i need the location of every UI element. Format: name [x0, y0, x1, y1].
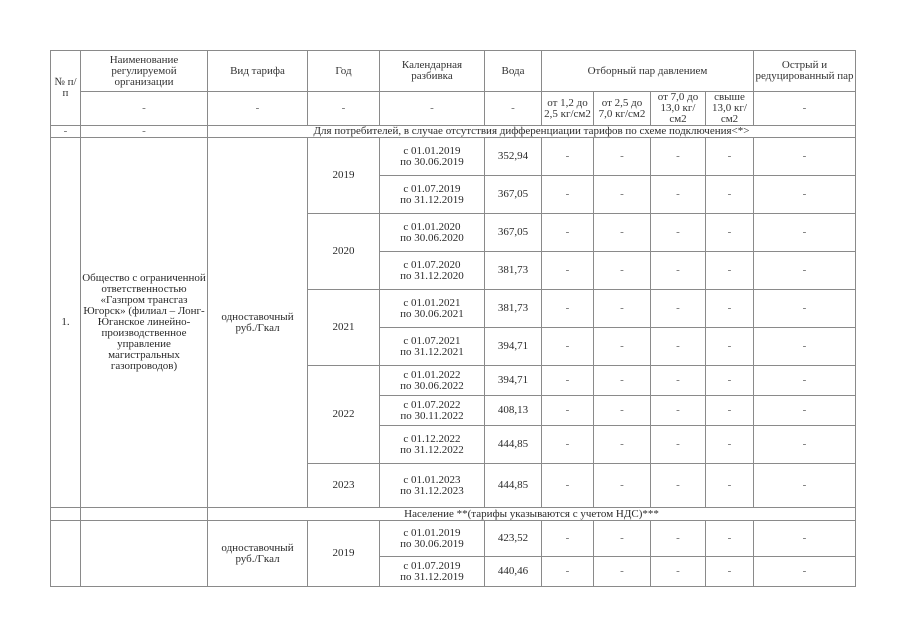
empty-cell: - [754, 214, 856, 252]
empty-cell: - [706, 464, 754, 508]
section-title: Население **(тарифы указываются с учетом НДС)*** [208, 508, 856, 521]
section-title: Для потребителей, в случае отсутствия дифференциации тарифов по схеме подключения<*> [208, 126, 856, 138]
period-start: с 01.07.2019 [403, 559, 461, 572]
section-title-row [51, 126, 856, 138]
period-start: с 01.07.2020 [403, 258, 461, 271]
period-cell [380, 252, 485, 290]
empty-cell: - [651, 290, 706, 328]
period-end: по 30.06.2020 [400, 231, 464, 244]
empty-cell: - [706, 290, 754, 328]
year-cell: 2021 [308, 290, 380, 366]
header-steam-col: от 7,0 до 13,0 кг/см2 [651, 92, 706, 126]
empty-cell: - [594, 176, 651, 214]
organization-name: Общество с ограниченной ответственностью «Газпром трансгаз Югорск» (филиал – Лонг-Юганское линейно-производственное управление магистральных газопроводов) [81, 138, 208, 508]
period-cell [380, 366, 485, 396]
period-end: по 31.12.2019 [400, 193, 464, 206]
water-tariff: 408,13 [485, 396, 542, 426]
water-tariff: 423,52 [485, 521, 542, 557]
period-cell [380, 328, 485, 366]
header-org: Наименование регулируемой организации [81, 51, 208, 92]
empty-cell: - [542, 138, 594, 176]
empty-cell: - [380, 92, 485, 126]
empty-cell: - [651, 214, 706, 252]
empty-cell: - [706, 426, 754, 464]
section-title-row [51, 508, 856, 521]
empty-cell: - [81, 126, 208, 138]
year-cell: 2023 [308, 464, 380, 508]
period-cell [380, 214, 485, 252]
header-steam-col: от 1,2 до 2,5 кг/см2 [542, 92, 594, 126]
empty-cell [51, 521, 81, 587]
period-end: по 30.11.2022 [400, 409, 464, 422]
empty-cell: - [754, 557, 856, 587]
period-end: по 31.12.2019 [400, 570, 464, 583]
period-start: с 01.12.2022 [403, 432, 461, 445]
empty-cell: - [706, 366, 754, 396]
empty-cell: - [651, 328, 706, 366]
period-cell [380, 521, 485, 557]
header-steam-col: от 2,5 до 7,0 кг/см2 [594, 92, 651, 126]
empty-cell: - [542, 328, 594, 366]
empty-cell: - [754, 138, 856, 176]
header-tariff-type: Вид тарифа [208, 51, 308, 92]
year-cell: 2019 [308, 138, 380, 214]
water-tariff: 381,73 [485, 290, 542, 328]
empty-cell: - [594, 290, 651, 328]
empty-cell: - [81, 92, 208, 126]
empty-cell: - [651, 557, 706, 587]
period-start: с 01.07.2022 [403, 398, 461, 411]
empty-cell: - [594, 366, 651, 396]
empty-cell: - [651, 252, 706, 290]
empty-cell: - [594, 138, 651, 176]
period-end: по 30.06.2021 [400, 307, 464, 320]
empty-cell: - [706, 328, 754, 366]
header-steam-group: Отборный пар давлением [542, 51, 754, 92]
table-row [51, 521, 856, 557]
period-start: с 01.01.2021 [403, 296, 461, 309]
empty-cell: - [542, 176, 594, 214]
empty-cell: - [754, 92, 856, 126]
empty-cell: - [542, 557, 594, 587]
period-cell [380, 464, 485, 508]
empty-cell: - [651, 366, 706, 396]
empty-cell: - [208, 92, 308, 126]
empty-cell: - [754, 396, 856, 426]
period-cell [380, 396, 485, 426]
water-tariff: 444,85 [485, 426, 542, 464]
year-cell: 2022 [308, 366, 380, 464]
empty-cell: - [651, 426, 706, 464]
period-end: по 30.06.2019 [400, 537, 464, 550]
period-end: по 30.06.2019 [400, 155, 464, 168]
empty-cell: - [594, 464, 651, 508]
empty-cell: - [754, 252, 856, 290]
period-cell [380, 290, 485, 328]
empty-cell: - [706, 138, 754, 176]
empty-cell: - [594, 426, 651, 464]
period-start: с 01.01.2023 [403, 473, 461, 486]
empty-cell: - [651, 176, 706, 214]
empty-cell: - [542, 426, 594, 464]
empty-cell: - [706, 557, 754, 587]
empty-cell: - [594, 328, 651, 366]
water-tariff: 440,46 [485, 557, 542, 587]
empty-cell: - [651, 138, 706, 176]
empty-cell: - [706, 214, 754, 252]
header-period: Календарная разбивка [380, 51, 485, 92]
empty-cell: - [706, 521, 754, 557]
period-start: с 01.01.2019 [403, 144, 461, 157]
header-sharp-steam: Острый и редуцированный пар [754, 51, 856, 92]
empty-cell: - [542, 252, 594, 290]
period-start: с 01.01.2022 [403, 368, 461, 381]
water-tariff: 444,85 [485, 464, 542, 508]
empty-cell: - [542, 396, 594, 426]
empty-cell: - [754, 366, 856, 396]
empty-cell: - [308, 92, 380, 126]
period-cell [380, 176, 485, 214]
year-cell: 2020 [308, 214, 380, 290]
header-row [51, 51, 856, 92]
empty-cell: - [754, 426, 856, 464]
tariff-type: одноставочный руб./Гкал [208, 138, 308, 508]
empty-cell: - [542, 521, 594, 557]
empty-cell: - [542, 214, 594, 252]
empty-cell: - [651, 464, 706, 508]
empty-cell: - [651, 396, 706, 426]
empty-cell [81, 521, 208, 587]
empty-cell: - [542, 290, 594, 328]
tariff-table [50, 50, 856, 587]
period-start: с 01.07.2019 [403, 182, 461, 195]
header-year: Год [308, 51, 380, 92]
period-end: по 31.12.2020 [400, 269, 464, 282]
empty-cell: - [706, 252, 754, 290]
year-cell: 2019 [308, 521, 380, 587]
empty-cell: - [594, 214, 651, 252]
empty-cell: - [51, 126, 81, 138]
water-tariff: 381,73 [485, 252, 542, 290]
period-end: по 30.06.2022 [400, 379, 464, 392]
water-tariff: 394,71 [485, 328, 542, 366]
empty-cell: - [594, 521, 651, 557]
empty-cell: - [594, 557, 651, 587]
empty-cell: - [706, 396, 754, 426]
empty-cell: - [594, 252, 651, 290]
row-number: 1. [51, 138, 81, 508]
empty-cell: - [485, 92, 542, 126]
period-cell [380, 138, 485, 176]
header-row-2 [51, 92, 856, 126]
empty-cell: - [754, 464, 856, 508]
period-end: по 31.12.2021 [400, 345, 464, 358]
water-tariff: 352,94 [485, 138, 542, 176]
empty-cell: - [754, 521, 856, 557]
period-end: по 31.12.2023 [400, 484, 464, 497]
empty-cell [51, 508, 81, 521]
empty-cell: - [651, 521, 706, 557]
empty-cell: - [754, 328, 856, 366]
empty-cell [81, 508, 208, 521]
water-tariff: 367,05 [485, 214, 542, 252]
header-water: Вода [485, 51, 542, 92]
empty-cell: - [594, 396, 651, 426]
period-cell [380, 426, 485, 464]
period-start: с 01.01.2019 [403, 526, 461, 539]
header-steam-col: свыше 13,0 кг/см2 [706, 92, 754, 126]
water-tariff: 367,05 [485, 176, 542, 214]
empty-cell: - [706, 176, 754, 214]
table-row [51, 138, 856, 176]
water-tariff: 394,71 [485, 366, 542, 396]
period-end: по 31.12.2022 [400, 443, 464, 456]
empty-cell: - [542, 366, 594, 396]
period-start: с 01.01.2020 [403, 220, 461, 233]
empty-cell: - [542, 464, 594, 508]
empty-cell: - [754, 176, 856, 214]
period-cell [380, 557, 485, 587]
header-num: № п/п [51, 51, 81, 126]
tariff-type: одноставочный руб./Гкал [208, 521, 308, 587]
empty-cell: - [754, 290, 856, 328]
period-start: с 01.07.2021 [403, 334, 461, 347]
